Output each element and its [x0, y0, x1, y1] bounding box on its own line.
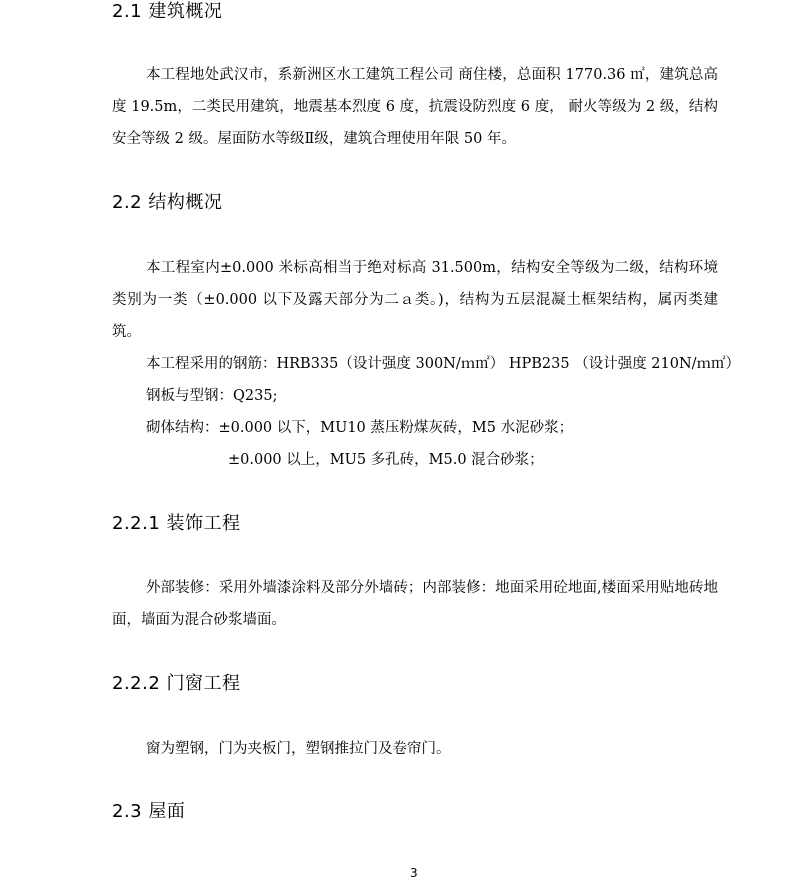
paragraph-building-overview: 本工程地处武汉市，系新洲区水工建筑工程公司 商住楼，总面积 1770.36 ㎡，建筑总高度 19.5m，二类民用建筑，地震基本烈度 6 度，抗震设防烈度 6 度， 耐火等级为 2 级，结构安全等级 2 级。屋面防水等级Ⅱ级，建筑合理使用年限 50 年。	[112, 67, 718, 147]
line-masonry-below: 砌体结构：±0.000 以下，MU10 蒸压粉煤灰砖，M5 水泥砂浆；	[146, 420, 574, 436]
heading-2-2: 2.2 结构概况	[112, 192, 223, 213]
line-rebar-spec: 本工程采用的钢筋：HRB335（设计强度 300N/ｍ㎡） HPB235 （设计强度 210N/ｍ㎡）	[146, 356, 741, 372]
heading-2-2-1: 2.2.1 装饰工程	[112, 513, 241, 534]
line-steel-spec: 钢板与型钢：Q235;	[146, 388, 278, 404]
heading-2-1: 2.1 建筑概况	[112, 1, 223, 22]
heading-2-2-2: 2.2.2 门窗工程	[112, 673, 241, 694]
paragraph-structure-overview: 本工程室内±0.000 米标高相当于绝对标高 31.500m，结构安全等级为二级，结构环境类别为一类（±0.000 以下及露天部分为二ａ类。)，结构为五层混凝土框架结构，属丙类建筑。	[112, 260, 718, 340]
heading-2-3: 2.3 屋面	[112, 801, 186, 822]
paragraph-doors-windows: 窗为塑钢，门为夹板门，塑钢推拉门及卷帘门。	[146, 741, 451, 757]
page-number: 3	[410, 866, 418, 878]
line-masonry-above: ±0.000 以上，MU5 多孔砖，M5.0 混合砂浆；	[228, 452, 544, 468]
paragraph-decoration: 外部装修：采用外墙漆涂料及部分外墙砖；内部装修：地面采用砼地面,楼面采用贴地砖地面，墙面为混合砂浆墙面。	[112, 580, 718, 628]
